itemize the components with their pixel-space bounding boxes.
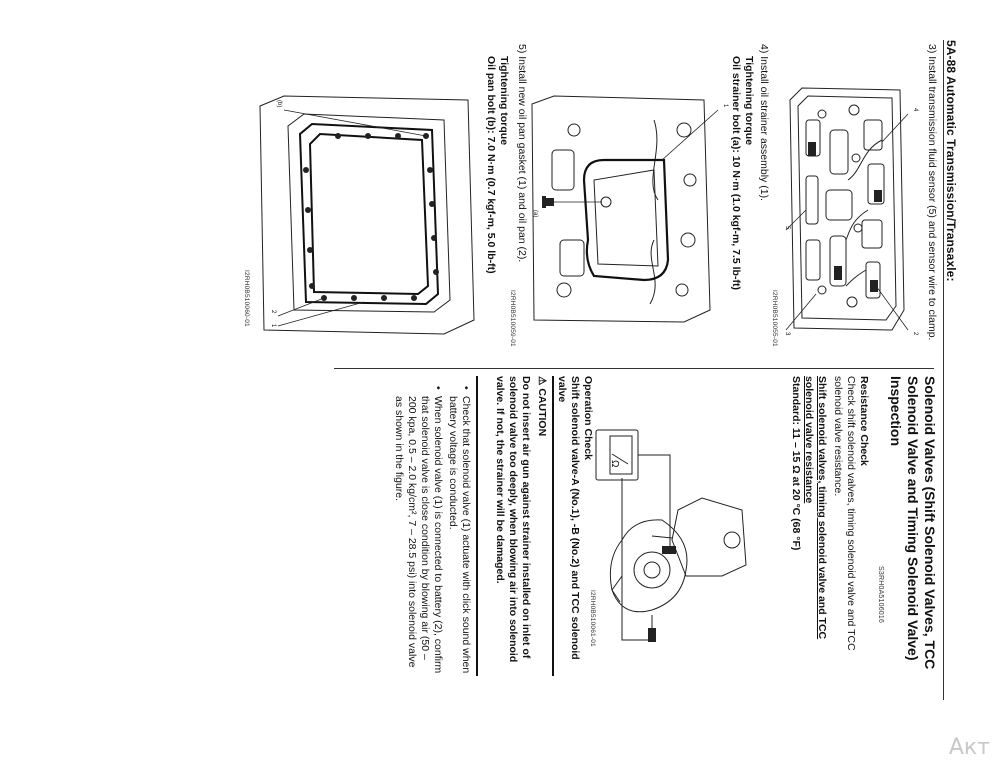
caution-bottom-rule: [476, 376, 478, 676]
list-item: • When solenoid valve (1) is connected to battery (2), confirm that solenoid valve is close condition by blowing air (50 – 200 kpa, 0.5 – 2.0 kg/cm², 7 – 28.5 psi) into solenoid valve as shown in the figure.: [392, 396, 444, 676]
figure-code: I2RH0B510055-01: [771, 290, 778, 347]
torque-value: Oil pan bolt (b): 7.0 N·m (0.7 kgf-m, 5.0 lb-ft): [485, 56, 497, 274]
oil-strainer-figure: [524, 90, 728, 330]
resistance-check-text: Check shift solenoid valves, timing solenoid valve and TCC solenoid valve resistance.: [832, 376, 857, 651]
column-divider: [334, 368, 934, 369]
section-code: S3RH0A5106016: [877, 566, 884, 624]
callout-label: 2: [270, 310, 276, 314]
resistance-check-heading: Resistance Check: [858, 376, 870, 466]
step-number: 3): [926, 44, 938, 54]
watermark: Акт: [948, 735, 990, 760]
torque-heading: Tightening torque: [743, 56, 755, 146]
oil-strainer-illustration: [524, 90, 724, 330]
resistance-spec-value: Standard: 11 – 15 Ω at 20 °C (68 °F): [790, 376, 802, 551]
step-text: Install transmission fluid sensor (5) and sensor wire to clamp.: [926, 56, 938, 341]
step-number: 5): [516, 44, 528, 54]
operation-check-heading: Operation Check: [582, 376, 594, 461]
figure-code: I2RH0B510061-01: [589, 590, 596, 647]
torque-value: Oil strainer bolt (a): 10 N·m (1.0 kgf-m, 7.5 lb-ft): [730, 56, 742, 290]
step-number: 4): [758, 44, 770, 54]
check-bullets: [390, 386, 472, 676]
step-5: [515, 44, 528, 354]
callout-label: 1: [722, 104, 728, 108]
ohmmeter-illustration: [592, 390, 782, 660]
valve-body-figure: [782, 80, 918, 340]
figure-code: I2RH0B510059-01: [509, 290, 516, 347]
valve-body-illustration: [782, 80, 912, 340]
callout-label: (b): [276, 100, 282, 108]
callout-label: (a): [532, 210, 538, 218]
torque-heading: Tightening torque: [498, 56, 510, 146]
resistance-spec-label: Shift solenoid valves, timing solenoid valve and TCC solenoid valve resistance: [803, 376, 828, 640]
callout-label: 2: [912, 332, 918, 336]
ohmmeter-figure: [592, 390, 782, 660]
callout-label: 3: [784, 332, 790, 336]
operation-check-subheading: Shift solenoid valve-A (No.1), -B (No.2) and TCC solenoid valve: [556, 376, 581, 660]
callout-label: 1: [270, 324, 276, 328]
caution-label: ⚠ CAUTION: [536, 376, 548, 437]
list-item: • Check that solenoid valve (1) actuate with click sound when battery voltage is conducted.: [446, 396, 472, 676]
step-text: Install new oil pan gasket (1) and oil pan (2).: [516, 56, 528, 263]
oil-pan-figure: [254, 90, 484, 340]
section-title: Solenoid Valves (Shift Solenoid Valves, TCC Solenoid Valve and Timing Solenoid Valve) Inspection: [888, 376, 938, 670]
callout-label: 4: [912, 108, 918, 112]
caution-top-rule: [552, 376, 554, 676]
figure-code: I2RH0B510060-01: [243, 270, 250, 327]
page-header: 5A-88 Automatic Transmission/Transaxle:: [944, 40, 958, 282]
step-text: Install oil strainer assembly (1).: [758, 56, 770, 201]
header-rule: [943, 40, 944, 700]
step-4: [757, 44, 770, 354]
callout-label: 5: [784, 226, 790, 230]
caution-text: Do not insert air gun against strainer installed on inlet of solenoid valve too deeply, when blowing air into solenoid valve. If not, the strainer will be damaged.: [494, 376, 532, 663]
step-3: [925, 44, 938, 354]
oil-pan-illustration: [254, 90, 484, 340]
ohm-symbol: Ω: [609, 460, 620, 468]
